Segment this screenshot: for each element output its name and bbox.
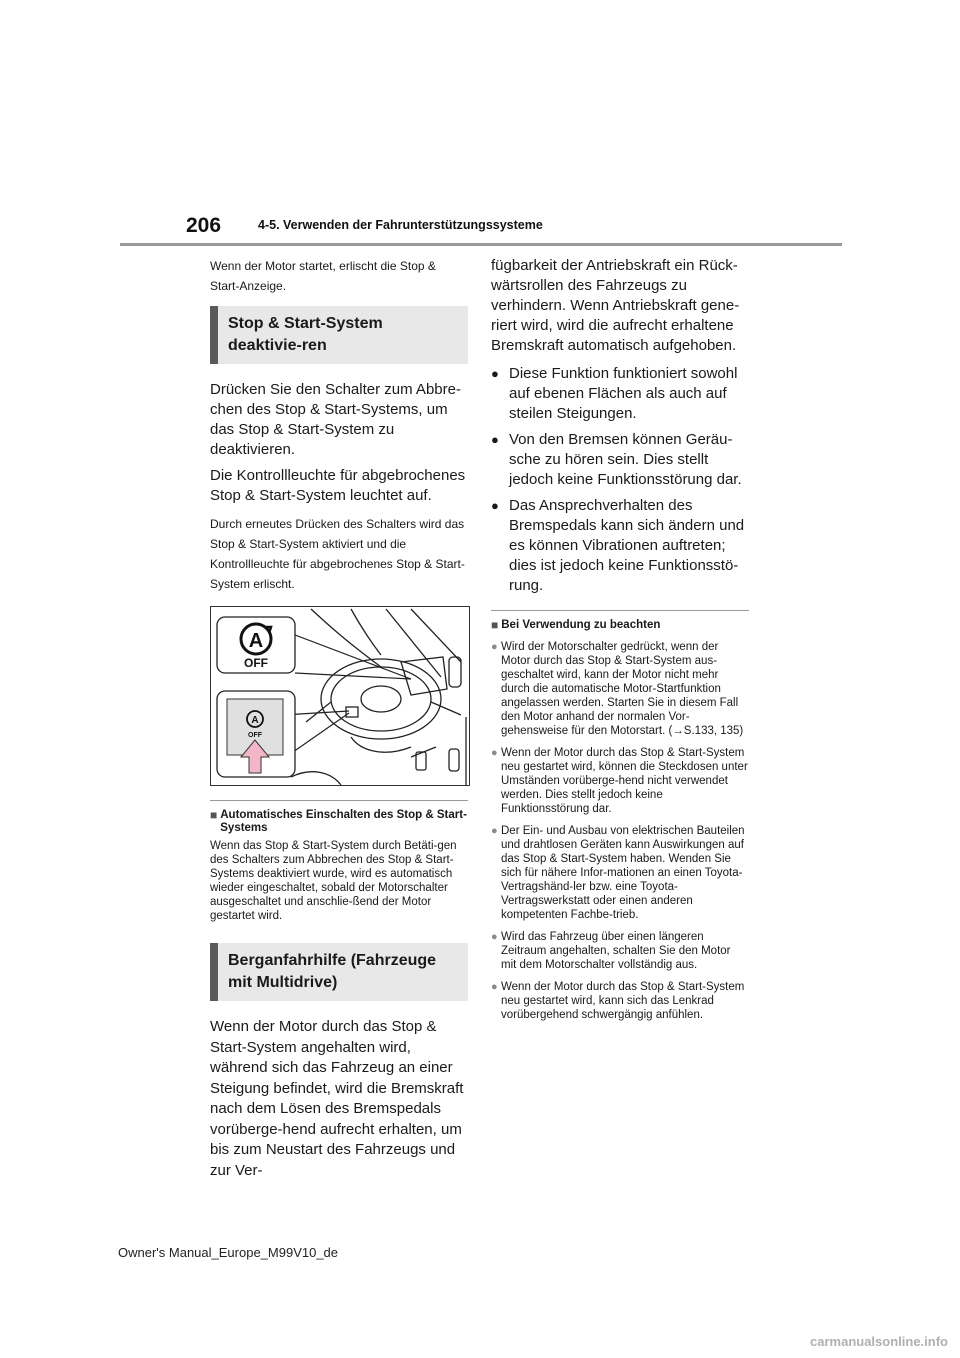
paragraph-indicator: Die Kontrollleuchte für abgebrochenes Stop & Start-System leuchtet auf. [210, 467, 466, 504]
list-item-text: Diese Funktion funktioniert sowohl auf ebenen Flächen als auch auf steilen Steigungen. [509, 365, 738, 422]
caution-item-text: Wenn der Motor durch das Stop & Start-System neu gestartet wird, kann sich das Lenkrad vorübergehend schwergängig anfühlen. [501, 981, 745, 1021]
caution-item [491, 930, 749, 972]
caution-heading-text: Bei Verwendung zu beachten [501, 619, 661, 631]
note-heading [210, 809, 468, 835]
bullet-icon: ● [491, 432, 499, 447]
square-bullet-icon: ■ [491, 618, 499, 632]
caution-item-text: Wird das Fahrzeug über einen längeren Zeitraum angehalten, schalten Sie den Motor mit dem Motorschalter vollständig aus. [501, 931, 731, 971]
divider [210, 800, 468, 801]
watermark: carmanualsonline.info [810, 1334, 948, 1349]
caution-heading [491, 619, 749, 632]
list-item-text: Das Ansprechverhalten des Bremspedals kann sich ändern und es können Vibrationen auftreten; dies ist jedoch keine Funktionsstö-rung. [509, 497, 745, 594]
paragraph-hill-start-cont: fügbarkeit der Antriebskraft ein Rück-wärtsrollen des Fahrzeugs zu verhindern. Wenn Antriebskraft gene-riert wird, wird die aufrecht erhaltene Bremskraft automatisch aufgehoben. [491, 257, 740, 354]
bullet-icon: ● [491, 498, 499, 513]
bullet-icon: ● [491, 641, 498, 653]
dashboard-illustration [211, 607, 469, 785]
paragraph-hill-start: Wenn der Motor durch das Stop & Start-System angehalten wird, während sich das Fahrzeug an einer Steigung befindet, wird die Bremskraft nach dem Lösen des Bremspedals vorüberge-hend aufrecht erhalten, um bis zum Neustart des Fahrzeugs und zur Ver- [210, 1018, 464, 1179]
auto-stop-off-label-small: OFF [248, 732, 262, 739]
header-rule [120, 243, 842, 246]
list-item-text: Von den Bremsen können Geräu-sche zu hören sein. Dies stellt jedoch keine Funktionsstörung dar. [509, 431, 742, 488]
caution-item-text: Der Ein- und Ausbau von elektrischen Bauteilen und drahtlosen Geräten kann Auswirkungen auf das Stop & Start-System haben. Wenden Sie sich für nähere Infor-mationen an einen Toyota-Vertragshänd-ler bzw. eine Toyota-Vertragswerkstatt oder einen anderen kompetenten Fachbe-trieb. [501, 825, 745, 921]
footer-doc-id: Owner's Manual_Europe_M99V10_de [118, 1245, 339, 1260]
note-heading-text: Automatisches Einschalten des Stop & Start-Systems [220, 809, 467, 834]
section-header-title: 4-5. Verwenden der Fahrunterstützungssysteme [258, 218, 543, 232]
auto-stop-letter-large: A [248, 630, 264, 652]
note-text: Wenn das Stop & Start-System durch Betäti-gen des Schalters zum Abbrechen des Stop & Start-Systems deaktiviert wurde, wird es automatisch wieder eingeschaltet, sobald der Motorschalter ausgeschaltet und anschlie-ßend der Motor gestartet wird. [210, 840, 457, 922]
auto-stop-letter-small: A [251, 715, 259, 726]
right-column [491, 256, 749, 1030]
caution-item-text: Wird der Motorschalter gedrückt, wenn der Motor durch das Stop & Start-System aus-geschaltet wird, kann der Motor nicht mehr durch die automatische Motor-Startfunktion angelassen werden. Starten Sie in diesem Fall den Motor anhand der normalen Vor-gehensweise für den Motorstart. (→S.133, 135) [501, 641, 744, 737]
intro-text: Wenn der Motor startet, erlischt die Stop & Start-Anzeige. [210, 259, 436, 293]
bullet-icon: ● [491, 825, 498, 837]
bullet-icon: ● [491, 747, 498, 759]
left-column [210, 256, 468, 1187]
section-heading-hill-start: Berganfahrhilfe (Fahrzeuge mit Multidrive) [210, 943, 468, 1001]
switch-location-figure [210, 606, 470, 786]
caution-item [491, 746, 749, 816]
list-item [491, 496, 749, 596]
caution-item [491, 980, 749, 1022]
bullet-icon: ● [491, 931, 498, 943]
paragraph-reactivate: Durch erneutes Drücken des Schalters wird das Stop & Start-System aktiviert und die Kontrollleuchte für abgebrochenes Stop & Start-System erlischt. [210, 517, 465, 591]
square-bullet-icon: ■ [210, 808, 218, 822]
caution-item [491, 640, 749, 738]
caution-item-text: Wenn der Motor durch das Stop & Start-System neu gestartet wird, können die Steckdosen unter Umständen vorüberge-hend nicht verwendet werden. Dies stellt jedoch keine Funktionsstörung dar. [501, 747, 748, 815]
divider [491, 610, 749, 611]
caution-item [491, 824, 749, 922]
section-heading-deactivate: Stop & Start-System deaktivie-ren [210, 306, 468, 364]
bullet-icon: ● [491, 366, 499, 381]
bullet-icon: ● [491, 981, 498, 993]
auto-stop-off-label-large: OFF [244, 656, 268, 670]
paragraph-deactivate: Drücken Sie den Schalter zum Abbre-chen des Stop & Start-Systems, um das Stop & Start-System zu deaktivieren. [210, 381, 461, 458]
page-number: 206 [186, 214, 222, 237]
list-item [491, 364, 749, 424]
list-item [491, 430, 749, 490]
